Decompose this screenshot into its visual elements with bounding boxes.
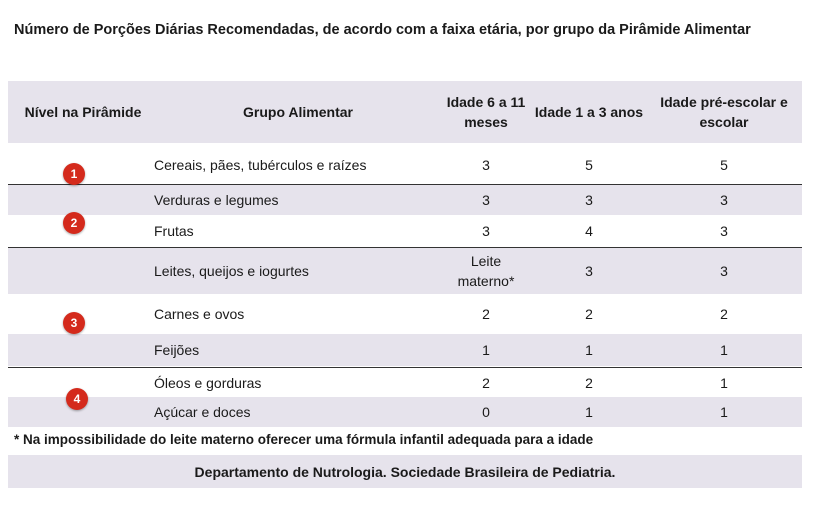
header-group: Grupo Alimentar [243,104,353,120]
group-cell: Cereais, pães, tubérculos e raízes [154,157,367,173]
table-row [8,294,802,334]
footnote: * Na impossibilidade do leite materno oferecer uma fórmula infantil adequada para a idade [14,432,594,447]
value-cell: 3 [585,192,593,208]
group-cell: Açúcar e doces [154,404,251,420]
value-cell: 1 [720,374,728,391]
level-badge-1: 1 [63,163,85,185]
value-cell: 3 [585,263,593,279]
group-cell: Carnes e ovos [154,306,245,322]
value-cell: 1 [585,404,593,420]
header-age-1-3-years: Idade 1 a 3 anos [534,104,644,120]
table-row [8,248,802,294]
value-cell: 3 [720,263,728,279]
value-cell: 0 [482,404,490,420]
value-cell: 1 [720,342,728,358]
header-age-school: Idade pré-escolar e escolar [660,94,788,130]
value-cell: 2 [482,374,490,391]
value-cell: 3 [720,192,728,208]
value-cell: 2 [482,306,490,322]
level-badge-2: 2 [63,212,85,234]
value-cell: Leite materno* [457,253,515,289]
value-cell: 1 [585,342,593,358]
table-row [8,397,802,427]
header-level: Nível na Pirâmide [24,104,142,120]
value-cell: 1 [482,342,490,358]
value-cell: 5 [585,157,593,173]
level-badge-4: 4 [66,388,88,410]
group-cell: Feijões [154,342,200,358]
value-cell: 4 [585,222,593,239]
level-badge-3: 3 [63,312,85,334]
table-row [8,334,802,366]
value-cell: 1 [720,404,728,420]
group-cell: Frutas [154,222,194,239]
value-cell: 3 [482,157,490,173]
value-cell: 5 [720,157,728,173]
value-cell: 3 [482,222,490,239]
group-cell: Verduras e legumes [154,192,279,208]
source-credit: Departamento de Nutrologia. Sociedade Brasileira de Pediatria. [8,455,802,488]
value-cell: 3 [720,222,728,239]
value-cell: 3 [482,192,490,208]
table-row [8,215,802,246]
value-cell: 2 [720,306,728,322]
table-title: Número de Porções Diárias Recomendadas, de acordo com a faixa etária, por grupo da Pirâmide Alimentar [14,22,751,38]
group-cell: Leites, queijos e iogurtes [154,263,309,279]
value-cell: 2 [585,306,593,322]
table-row [8,368,802,397]
table-row [8,147,802,183]
group-cell: Óleos e gorduras [154,374,262,391]
value-cell: 2 [585,374,593,391]
table-header [8,81,802,143]
table-row [8,185,802,215]
header-age-6-11-months: Idade 6 a 11 meses [446,94,526,130]
